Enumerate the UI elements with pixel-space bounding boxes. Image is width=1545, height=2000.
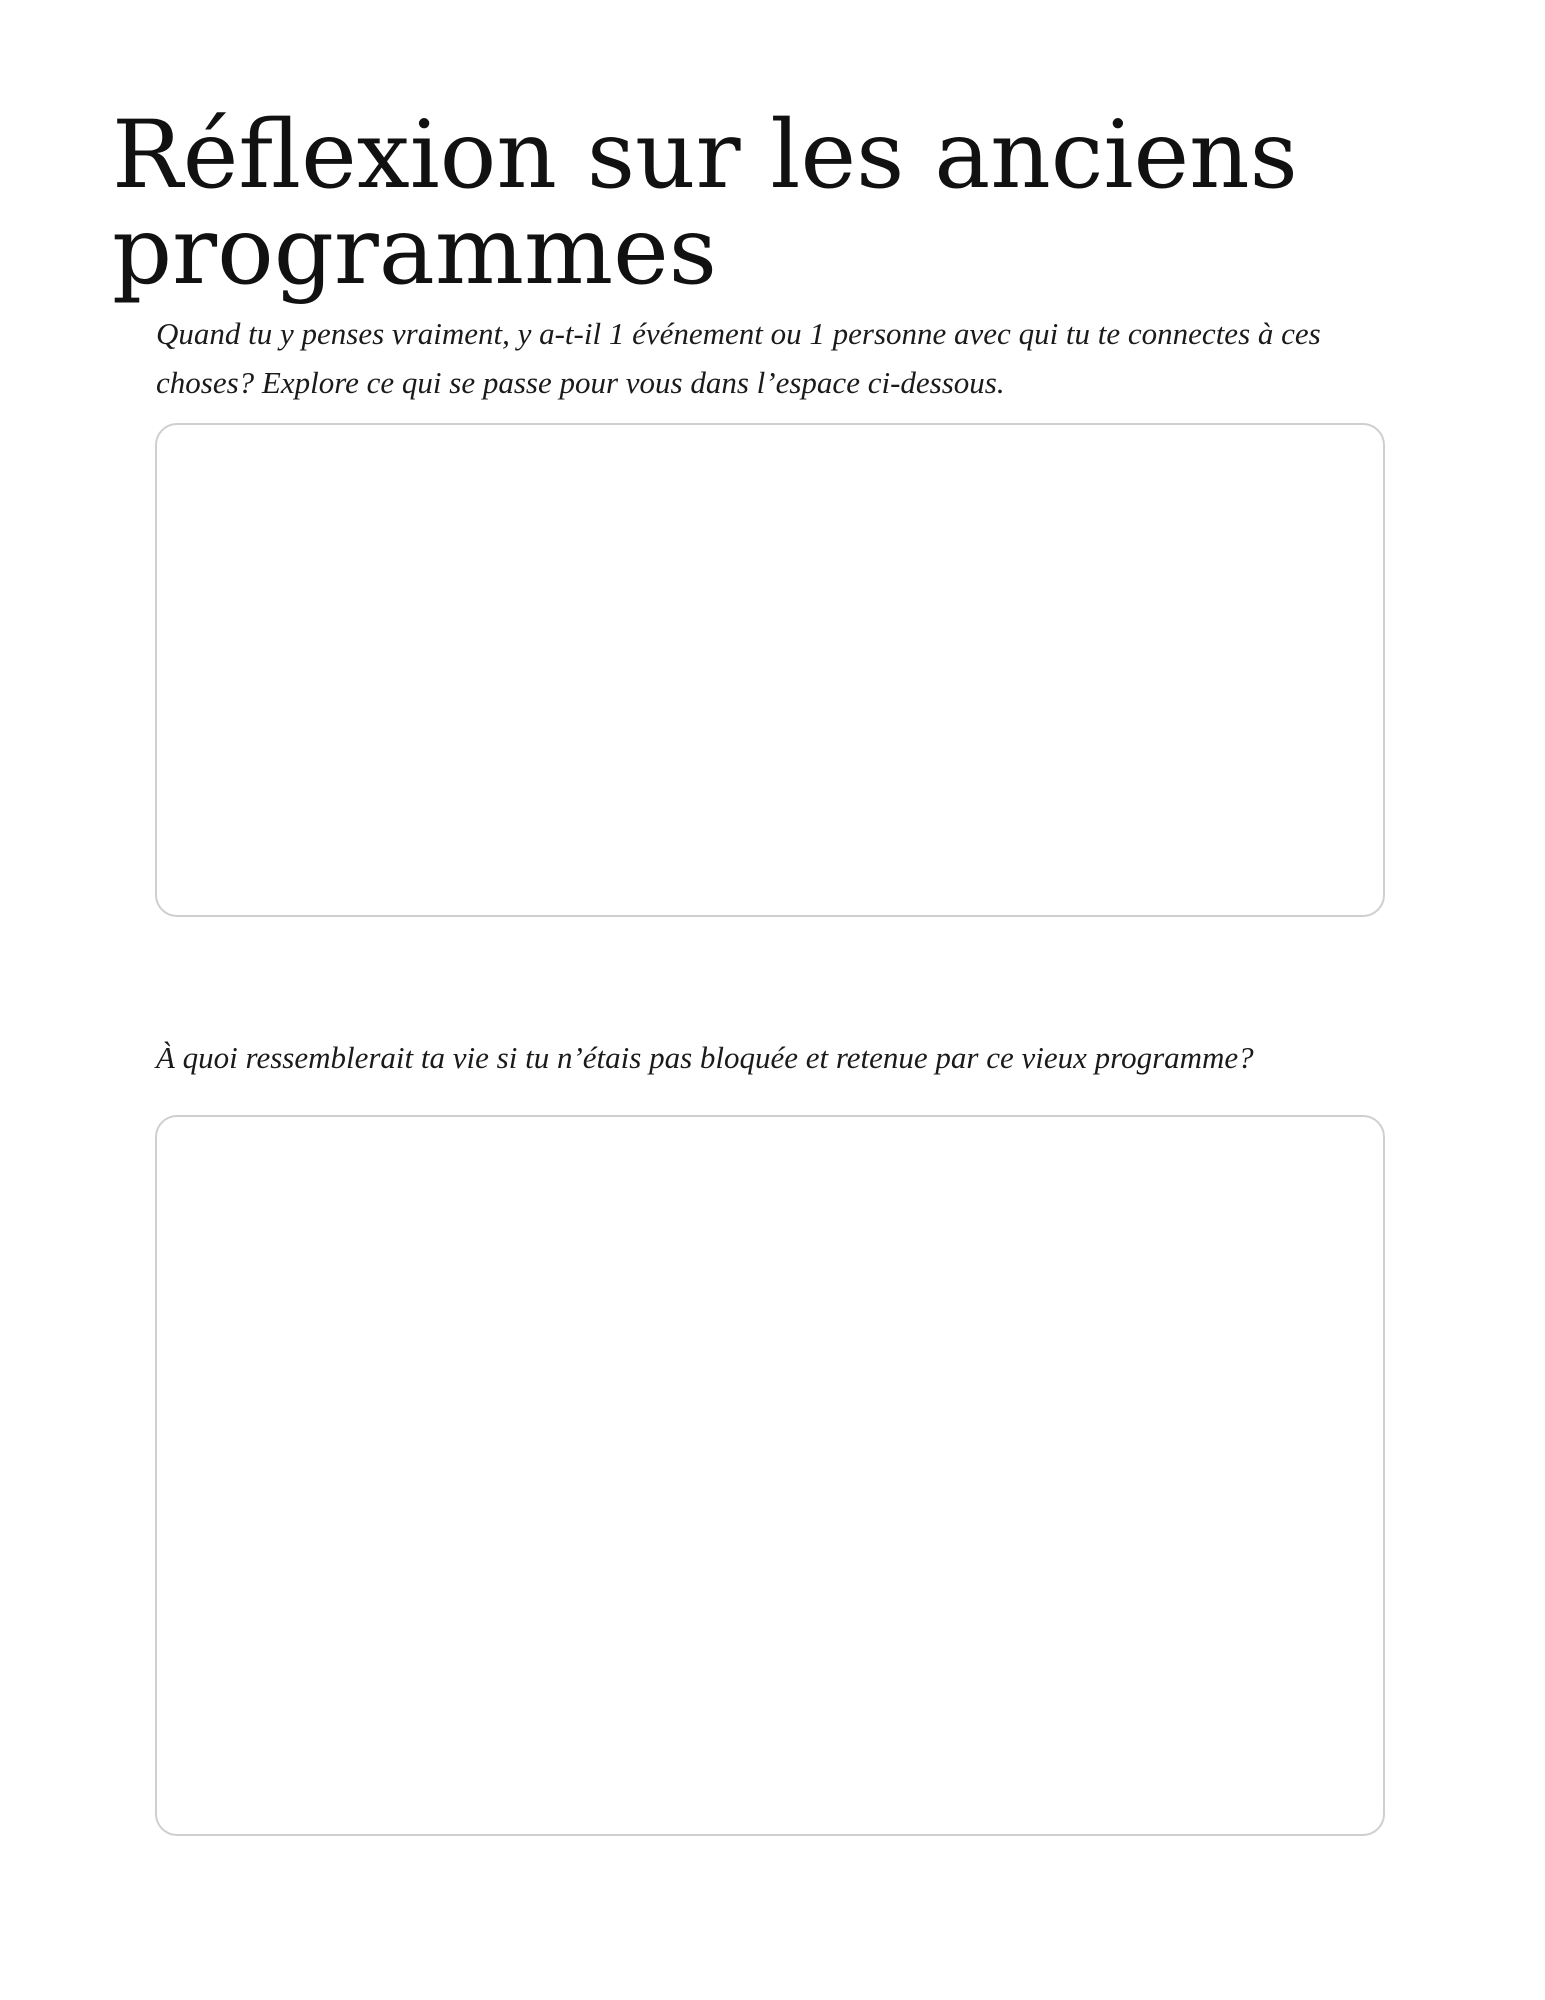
prompt-1-text: Quand tu y penses vraiment, y a-t-il 1 événement ou 1 personne avec qui tu te connectes à ces choses? Explore ce qui se passe pour vous dans l’espace ci-dessous. bbox=[156, 316, 1321, 400]
answer-box-2[interactable] bbox=[155, 1115, 1385, 1836]
prompt-2-text: À quoi ressemblerait ta vie si tu n’étais pas bloquée et retenue par ce vieux programme? bbox=[156, 1040, 1254, 1075]
page-title: Réflexion sur les anciens programmes bbox=[112, 101, 1298, 306]
answer-box-1[interactable] bbox=[155, 423, 1385, 917]
